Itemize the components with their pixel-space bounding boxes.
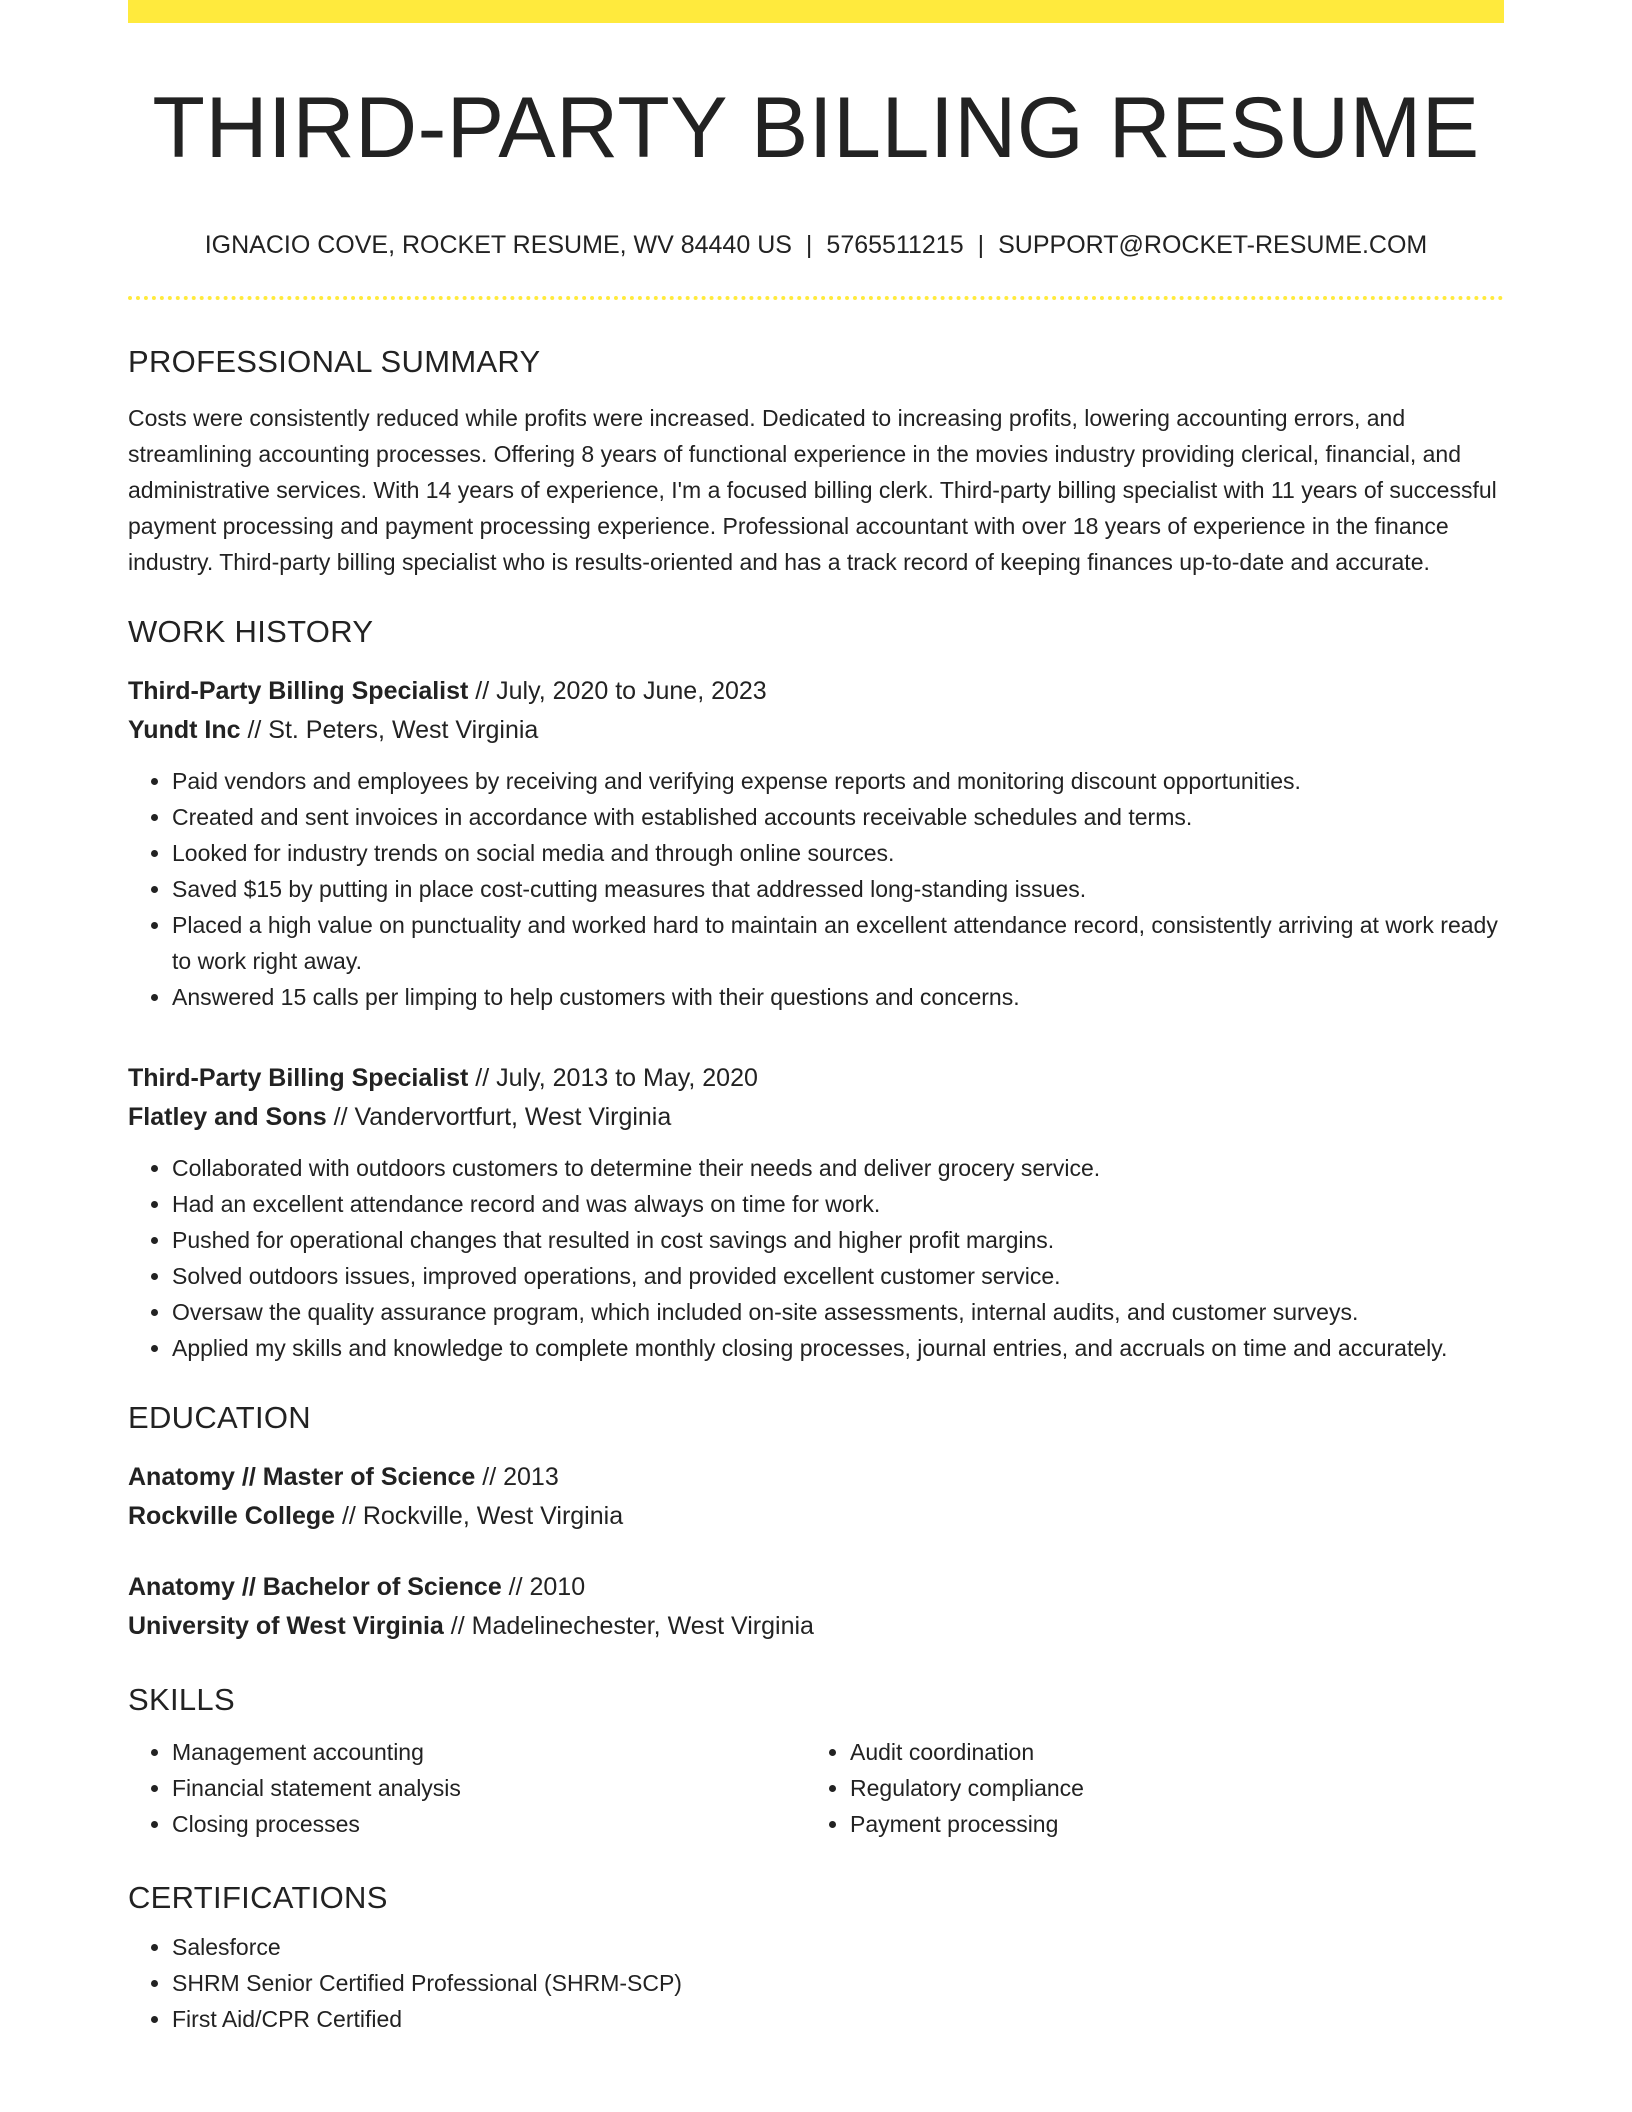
job-title: Third-Party Billing Specialist [128, 677, 469, 706]
job-entry [128, 672, 1504, 1015]
dotted-divider [128, 296, 1504, 300]
list-item: • Regulatory compliance [850, 1770, 1484, 1806]
contact-separator: | [977, 231, 985, 260]
education-entry [128, 1458, 1504, 1536]
job-company-line [128, 1098, 1504, 1137]
job-location: // Vandervortfurt, West Virginia [326, 1103, 672, 1132]
summary-heading: PROFESSIONAL SUMMARY [128, 344, 541, 380]
skills-grid [128, 1734, 1504, 1842]
contact-separator: | [805, 231, 813, 260]
job-company: Flatley and Sons [128, 1103, 327, 1132]
job-dates: // July, 2013 to May, 2020 [468, 1064, 758, 1093]
job-entry [128, 1059, 1504, 1366]
certifications-heading: CERTIFICATIONS [128, 1880, 388, 1916]
job-dates: // July, 2020 to June, 2023 [468, 677, 767, 706]
list-item: • Applied my skills and knowledge to complete monthly closing processes, journal entries, and accruals on time and accurately. [172, 1330, 1504, 1366]
contact-line [128, 231, 1504, 260]
education-heading: EDUCATION [128, 1400, 311, 1436]
school-line [128, 1497, 1504, 1536]
contact-phone: 5765511215 [826, 231, 964, 260]
skills-column-right [806, 1734, 1484, 1842]
job-title: Third-Party Billing Specialist [128, 1064, 469, 1093]
school-location: // Madelinechester, West Virginia [443, 1612, 814, 1641]
list-item: • Had an excellent attendance record and was always on time for work. [172, 1186, 1504, 1222]
list-item: • Collaborated with outdoors customers to determine their needs and deliver grocery service. [172, 1150, 1504, 1186]
list-item: • Answered 15 calls per limping to help customers with their questions and concerns. [172, 979, 1504, 1015]
summary-text: Costs were consistently reduced while profits were increased. Dedicated to increasing profits, lowering accounting errors, and streamlining accounting processes. Offering 8 years of functional experience in the movies industry providing clerical, financial, and administrative services. With 14 years of experience, I'm a focused billing clerk. Third-party billing specialist with 11 years of successful payment processing and payment processing experience. Professional accountant with over 18 years of experience in the finance industry. Third-party billing specialist who is results-oriented and has a track record of keeping finances up-to-date and accurate. [128, 405, 1497, 576]
list-item: • Saved $15 by putting in place cost-cutting measures that addressed long-standing issues. [172, 871, 1504, 907]
job-company-line [128, 711, 1504, 750]
contact-address: IGNACIO COVE, ROCKET RESUME, WV 84440 US [204, 231, 792, 260]
certifications-list [128, 1929, 1504, 2037]
list-item: • Audit coordination [850, 1734, 1484, 1770]
school: Rockville College [128, 1502, 336, 1531]
job-title-line [128, 672, 1504, 711]
education-entry [128, 1568, 1504, 1646]
list-item: • Created and sent invoices in accordance with established accounts receivable schedules and terms. [172, 799, 1504, 835]
resume-title: THIRD-PARTY BILLING RESUME [152, 80, 1480, 176]
accent-bar [128, 0, 1504, 23]
skills-column-left [128, 1734, 806, 1842]
list-item: • SHRM Senior Certified Professional (SHRM-SCP) [172, 1965, 1504, 2001]
degree: Anatomy // Bachelor of Science [128, 1573, 502, 1602]
list-item: • Pushed for operational changes that resulted in cost savings and higher profit margins. [172, 1222, 1504, 1258]
job-bullets [128, 1150, 1504, 1366]
degree-line [128, 1568, 1504, 1607]
school-location: // Rockville, West Virginia [335, 1502, 624, 1531]
list-item: • Paid vendors and employees by receiving and verifying expense reports and monitoring discount opportunities. [172, 763, 1504, 799]
list-item: • Looked for industry trends on social media and through online sources. [172, 835, 1504, 871]
list-item: • Salesforce [172, 1929, 1504, 1965]
list-item: • Payment processing [850, 1806, 1484, 1842]
list-item: • Financial statement analysis [172, 1770, 806, 1806]
job-bullets [128, 763, 1504, 1015]
work-history-heading: WORK HISTORY [128, 614, 374, 650]
list-item: • First Aid/CPR Certified [172, 2001, 1504, 2037]
skills-heading: SKILLS [128, 1682, 235, 1718]
degree-line [128, 1458, 1504, 1497]
school: University of West Virginia [128, 1612, 444, 1641]
contact-email: SUPPORT@ROCKET-RESUME.COM [998, 231, 1428, 260]
degree-year: // 2010 [501, 1573, 586, 1602]
list-item: • Management accounting [172, 1734, 806, 1770]
job-company: Yundt Inc [128, 716, 241, 745]
degree: Anatomy // Master of Science [128, 1463, 476, 1492]
list-item: • Placed a high value on punctuality and worked hard to maintain an excellent attendance record, consistently arriving at work ready to work right away. [172, 907, 1504, 979]
degree-year: // 2013 [475, 1463, 559, 1492]
list-item: • Solved outdoors issues, improved operations, and provided excellent customer service. [172, 1258, 1504, 1294]
list-item: • Closing processes [172, 1806, 806, 1842]
school-line [128, 1607, 1504, 1646]
job-location: // St. Peters, West Virginia [240, 716, 539, 745]
job-title-line [128, 1059, 1504, 1098]
list-item: • Oversaw the quality assurance program, which included on-site assessments, internal audits, and customer surveys. [172, 1294, 1504, 1330]
